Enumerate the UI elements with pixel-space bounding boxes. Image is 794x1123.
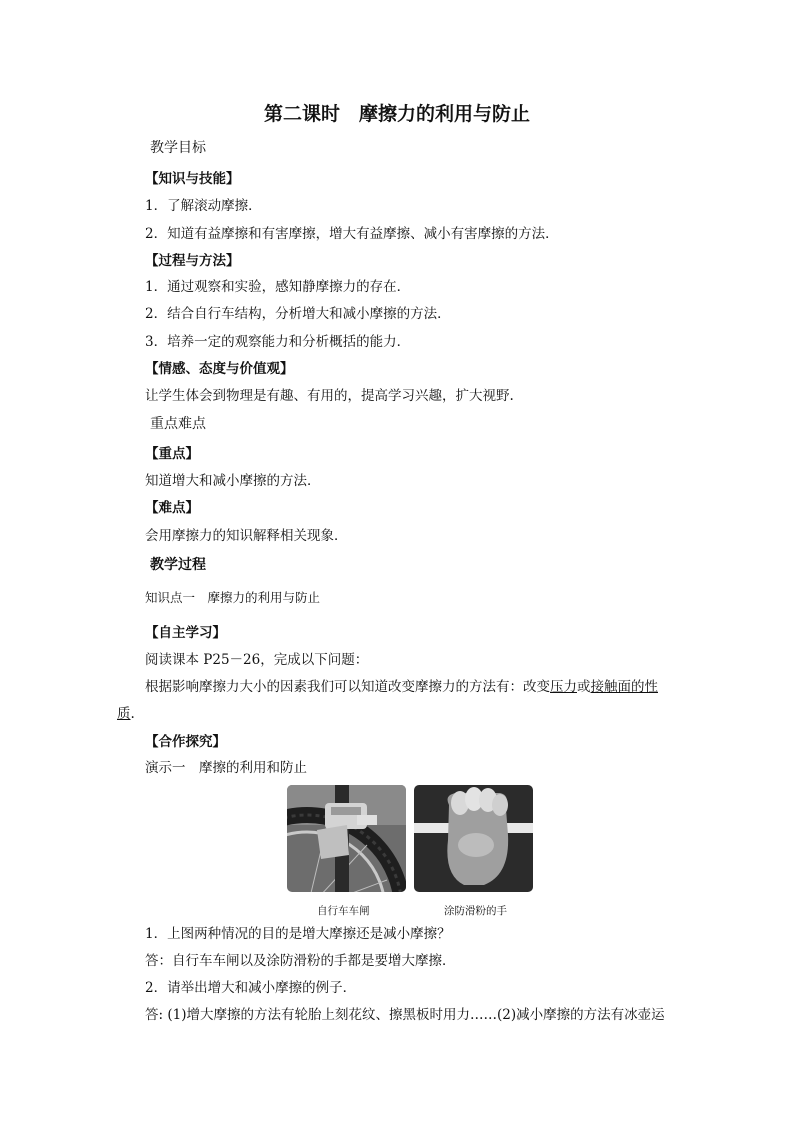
caption-powdered-hand: 涂防滑粉的手 — [444, 905, 507, 917]
question-text: 根据影响摩擦力大小的因素我们可以知道改变摩擦力的方法有：改变 — [145, 679, 550, 695]
answer-blank-surface-cont: 质 — [117, 706, 131, 722]
knowledge-item-2: 2．知道有益摩擦和有害摩擦，增大有益摩擦、减小有害摩擦的方法． — [145, 226, 559, 242]
difficulty-text: 会用摩擦力的知识解释相关现象． — [145, 528, 348, 544]
bicycle-brake-photo — [287, 785, 406, 892]
demo-title: 演示一 摩擦的利用和防止 — [145, 760, 307, 776]
answer-2: 答: (1)增大摩擦的方法有轮胎上刻花纹、擦黑板时用力……(2)减小摩擦的方法有冰壶运 — [145, 1007, 665, 1023]
emotion-label: 【情感、态度与价值观】 — [145, 361, 294, 377]
demo-photos — [287, 785, 535, 892]
question-end: . — [130, 706, 135, 722]
question-1: 1．上图两种情况的目的是增大摩擦还是减小摩擦？ — [145, 926, 451, 942]
focus-label: 【重点】 — [145, 446, 199, 462]
focus-text: 知道增大和减小摩擦的方法． — [145, 473, 321, 489]
self-study-question — [145, 678, 658, 696]
section-heading-objectives: 教学目标 — [150, 140, 206, 156]
knowledge-item-1: 1．了解滚动摩擦． — [145, 198, 262, 214]
process-method-label: 【过程与方法】 — [145, 253, 240, 269]
process-item-3: 3．培养一定的观察能力和分析概括的能力． — [145, 334, 411, 350]
self-study-question-cont — [117, 705, 135, 723]
page-title: 第二课时 摩擦力的利用与防止 — [263, 103, 530, 125]
question-2: 2．请举出增大和减小摩擦的例子． — [145, 980, 357, 996]
process-item-1: 1．通过观察和实验，感知静摩擦力的存在． — [145, 279, 411, 295]
answer-1: 答：自行车车闸以及涂防滑粉的手都是要增大摩擦． — [145, 953, 456, 969]
answer-blank-pressure: 压力 — [550, 679, 577, 695]
section-heading-key-points: 重点难点 — [150, 416, 206, 432]
self-study-label: 【自主学习】 — [145, 625, 226, 641]
knowledge-skills-label: 【知识与技能】 — [145, 171, 240, 187]
difficulty-label: 【难点】 — [145, 500, 199, 516]
powdered-hand-photo — [414, 785, 533, 892]
caption-bicycle-brake: 自行车车闸 — [317, 905, 370, 917]
emotion-text: 让学生体会到物理是有趣、有用的，提高学习兴趣，扩大视野. — [145, 388, 514, 404]
self-study-intro: 阅读课本 P25－26，完成以下问题： — [145, 652, 369, 668]
question-or: 或 — [577, 679, 591, 695]
answer-blank-surface: 接触面的性 — [590, 679, 658, 695]
cooperation-label: 【合作探究】 — [145, 734, 226, 750]
process-item-2: 2．结合自行车结构，分析增大和减小摩擦的方法． — [145, 306, 451, 322]
section-heading-process: 教学过程 — [150, 557, 206, 573]
knowledge-point-title: 知识点一 摩擦力的利用与防止 — [145, 590, 321, 605]
